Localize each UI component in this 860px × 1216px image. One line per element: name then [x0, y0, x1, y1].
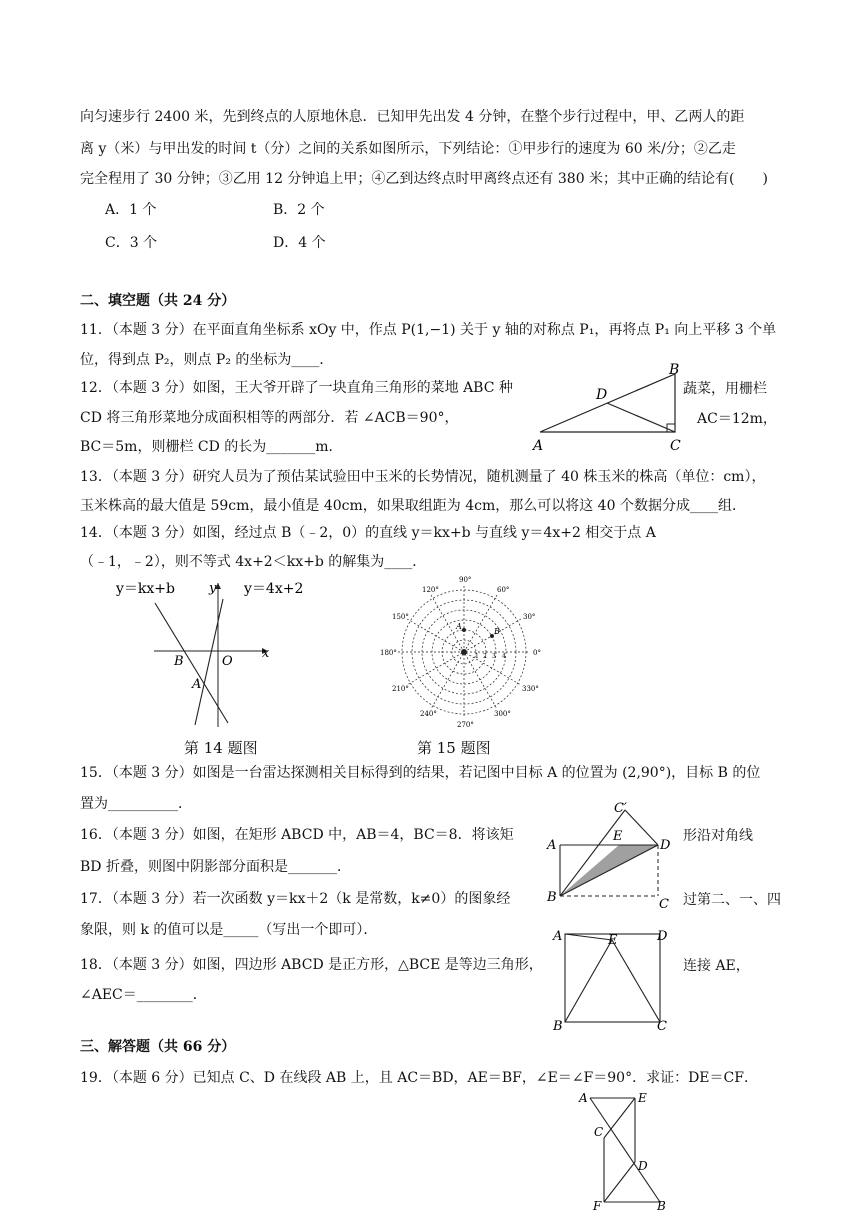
q18-label-b: B	[553, 1019, 563, 1034]
q15-angle-label: 30°	[523, 613, 536, 621]
q19-line-1: 19．（本题 6 分）已知点 C、D 在线段 AB 上，且 AC＝BD，AE＝BF，∠E＝∠F＝90°．求证：DE＝CF．	[80, 1070, 758, 1086]
q15-line-1: 15．（本题 3 分）如图是一台雷达探测相关目标得到的结果，若记图中目标 A 的位置为 (2,90°)，目标 B 的位	[80, 765, 761, 781]
q15-angle-label: 150°	[392, 613, 409, 621]
q15-ring-label: 3	[492, 653, 496, 660]
q12-line-2-right: AC＝12m，	[697, 411, 777, 427]
q15-line-2: 置为__________．	[80, 796, 192, 812]
q10-option-a: A．1 个	[105, 202, 157, 218]
q16-rectangle-fold-figure	[540, 800, 680, 912]
q16-label-d: D	[660, 838, 671, 853]
q16-label-b: B	[547, 890, 557, 905]
q10-option-c: C．3 个	[105, 235, 158, 251]
q15-angle-label: 90°	[459, 576, 472, 584]
q10-line-1: 向匀速步行 2400 米，先到终点的人原地休息．已知甲先出发 4 分钟，在整个步行过程中，甲、乙两人的距	[80, 109, 745, 125]
q18-square-figure	[545, 922, 675, 1032]
q11-line-2: 位，得到点 P₂，则点 P₂ 的坐标为____．	[80, 352, 334, 368]
q15-angle-label: 210°	[392, 685, 409, 693]
q16-label-a: A	[547, 838, 557, 853]
q18-label-e: E	[608, 933, 618, 948]
q16-line-1-right: 形沿对角线	[683, 828, 753, 844]
section-answer-heading: 三、解答题（共 66 分）	[80, 1039, 236, 1055]
q16-label-c-prime: C′	[614, 801, 627, 816]
q16-line-1: 16．（本题 3 分）如图，在矩形 ABCD 中，AB＝4，BC＝8．将该矩	[80, 827, 514, 843]
q14-line-2: （﹣1，﹣2），则不等式 4x+2＜kx+b 的解集为____．	[80, 554, 427, 570]
q15-radar-figure	[376, 572, 556, 732]
section-fill-in-heading: 二、填空题（共 24 分）	[80, 293, 236, 309]
q18-label-c: C	[657, 1019, 667, 1034]
q15-angle-label: 270°	[457, 721, 474, 729]
q12-label-d: D	[596, 387, 608, 403]
q13-line-1: 13．（本题 3 分）研究人员为了预估某试验田中玉米的长势情况，随机测量了 40 株玉米的株高（单位：cm），	[80, 469, 766, 485]
q15-angle-label: 300°	[494, 710, 511, 718]
q14-label-line1: y＝kx+b	[116, 581, 175, 597]
q19-label-a: A	[579, 1091, 588, 1105]
q15-angle-label: 60°	[497, 586, 510, 594]
q12-triangle-figure	[530, 362, 690, 454]
q17-line-1-right: 过第二、一、四	[683, 892, 781, 908]
q17-line-2: 象限，则 k 的值可以是_____（写出一个即可）．	[80, 922, 378, 938]
q14-y-axis-label: y	[209, 581, 217, 596]
q14-x-axis-label: x	[262, 646, 270, 661]
q15-angle-label: 0°	[533, 649, 541, 657]
q15-angle-label: 120°	[422, 586, 439, 594]
q12-label-a: A	[533, 438, 544, 454]
q14-line-1: 14．（本题 3 分）如图，经过点 B（﹣2，0）的直线 y＝kx+b 与直线 y＝4x+2 相交于点 A	[80, 525, 656, 541]
q10-line-2: 离 y（米）与甲出发的时间 t（分）之间的关系如图所示，下列结论：①甲步行的速度为 60 米/分；②乙走	[80, 141, 736, 157]
q12-label-c: C	[670, 438, 681, 454]
q16-line-2: BD 折叠，则图中阴影部分面积是_______．	[80, 859, 351, 875]
q12-line-1-right: 蔬菜，用栅栏	[683, 381, 767, 397]
q19-label-d: D	[638, 1159, 648, 1173]
q10-option-d: D．4 个	[273, 235, 326, 251]
q19-label-f: F	[593, 1199, 602, 1213]
q18-line-2: ∠AEC＝________．	[80, 987, 207, 1003]
q18-line-1-right: 连接 AE，	[683, 958, 750, 974]
q16-label-c: C	[659, 897, 669, 912]
q14-label-line2: y＝4x+2	[244, 581, 304, 597]
q10-line-3: 完全程用了 30 分钟；③乙用 12 分钟追上甲；④乙到达终点时甲离终点还有 380 米；其中正确的结论有( )	[80, 171, 768, 187]
q10-option-b: B．2 个	[273, 202, 325, 218]
q12-line-3: BC＝5m，则栅栏 CD 的长为_______m．	[80, 439, 343, 455]
q12-line-1: 12．（本题 3 分）如图，王大爷开辟了一块直角三角形的菜地 ABC 种	[80, 380, 513, 396]
q15-target-a: A	[456, 622, 462, 631]
q14-origin-label: O	[222, 654, 233, 669]
q18-label-a: A	[553, 929, 563, 944]
q15-angle-label: 180°	[380, 649, 397, 657]
q19-figure	[575, 1090, 675, 1212]
q15-angle-label: 240°	[420, 710, 437, 718]
q12-label-b: B	[669, 362, 680, 378]
q15-ring-label: 2	[483, 653, 487, 660]
q16-label-e: E	[613, 829, 623, 844]
q13-line-2: 玉米株高的最大值是 59cm，最小值是 40cm，如果取组距为 4cm，那么可以将这 40 个数据分成____组．	[80, 498, 746, 514]
q14-graph-figure	[110, 575, 304, 735]
q12-line-2: CD 将三角形菜地分成面积相等的两部分．若 ∠ACB＝90°，	[80, 410, 459, 426]
q15-ring-label: 4	[502, 653, 506, 660]
q15-target-b: B	[494, 627, 500, 636]
q15-angle-label: 330°	[522, 685, 539, 693]
q17-line-1: 17．（本题 3 分）若一次函数 y＝kx＋2（k 是常数，k≠0）的图象经	[80, 891, 511, 907]
q19-label-c: C	[594, 1125, 604, 1139]
q18-line-1: 18．（本题 3 分）如图，四边形 ABCD 是正方形，△BCE 是等边三角形，	[80, 957, 543, 973]
q14-point-a: A	[192, 677, 202, 692]
q19-label-e: E	[638, 1091, 647, 1105]
q14-figure-caption: 第 14 题图	[184, 739, 258, 757]
q19-label-b: B	[657, 1199, 666, 1213]
q15-figure-caption: 第 15 题图	[417, 739, 491, 757]
q15-ring-label: 1	[475, 653, 479, 660]
q11-line-1: 11．（本题 3 分）在平面直角坐标系 xOy 中，作点 P(1,−1) 关于 y 轴的对称点 P₁，再将点 P₁ 向上平移 3 个单	[80, 322, 777, 338]
q18-label-d: D	[657, 929, 668, 944]
q14-point-b: B	[174, 654, 184, 669]
